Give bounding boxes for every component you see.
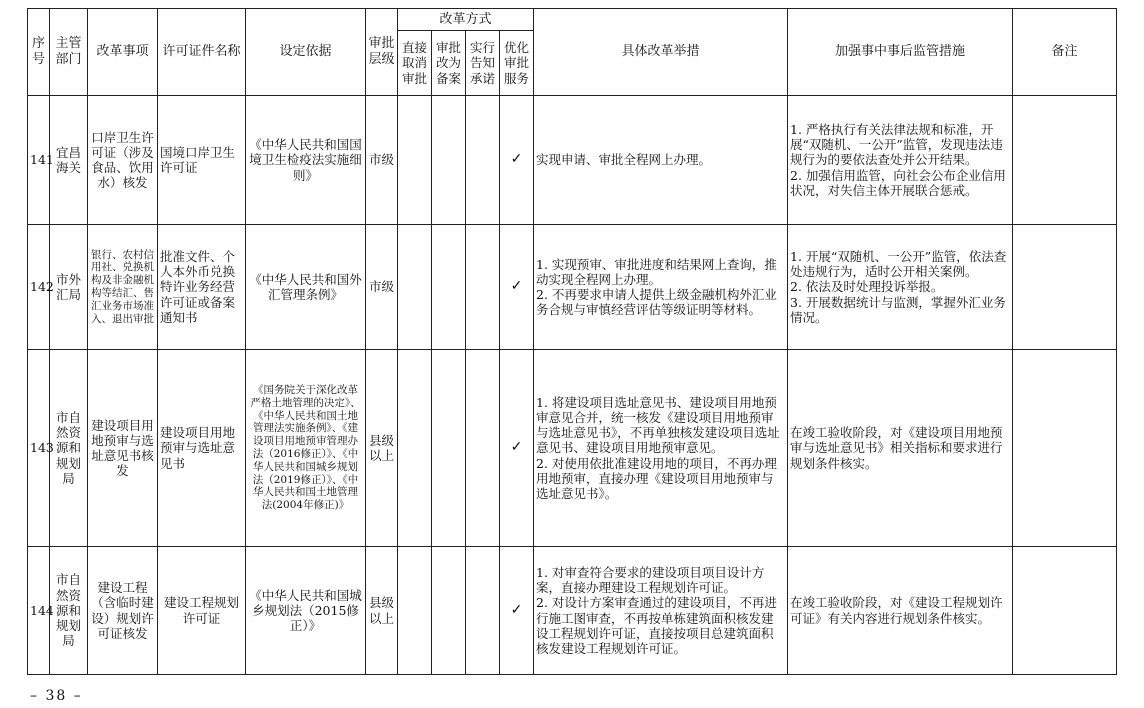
row-seq: 142	[28, 225, 50, 350]
reform-table	[27, 8, 1117, 675]
row-basis: 《中华人民共和国外汇管理条例》	[246, 225, 366, 350]
row-license: 国境口岸卫生许可证	[158, 96, 246, 225]
table-row	[28, 547, 1117, 675]
header-basis: 设定依据	[246, 9, 366, 96]
table-row	[28, 96, 1117, 225]
row-reform-commitment	[466, 225, 500, 350]
row-reform-cancel	[398, 547, 432, 675]
row-reform-commitment	[466, 96, 500, 225]
header-reform-commitment: 实行告知承诺	[466, 31, 500, 96]
row-reform-filing	[432, 225, 466, 350]
header-measures: 具体改革举措	[534, 9, 788, 96]
row-seq: 144	[28, 547, 50, 675]
page-number: – 38 –	[30, 688, 83, 704]
header-license: 许可证件名称	[158, 9, 246, 96]
row-dept: 市自然资源和规划局	[50, 350, 88, 547]
checkmark-icon: ✓	[500, 225, 534, 350]
row-supervision: 在竣工验收阶段，对《建设项目用地预审与选址意见书》相关指标和要求进行规划条件核实。	[788, 350, 1013, 547]
header-reform-filing: 审批改为备案	[432, 31, 466, 96]
row-supervision: 1. 开展“双随机、一公开”监管，依法查处违规行为，适时公开相关案例。 2. 依法及时处理投诉举报。 3. 开展数据统计与监测，掌握外汇业务情况。	[788, 225, 1013, 350]
row-remark	[1013, 225, 1117, 350]
row-reform-commitment	[466, 547, 500, 675]
row-measures: 1. 将建设项目选址意见书、建设项目用地预审意见合并，统一核发《建设项目用地预审与选址意见书》，不再单独核发建设项目选址意见书、建设项目用地预审意见。 2. 对使用依批准建设用地的项目，不再办理用地预审，直接办理《建设项目用地预审与选址意见书》。	[534, 350, 788, 547]
row-license: 建设项目用地预审与选址意见书	[158, 350, 246, 547]
row-remark	[1013, 350, 1117, 547]
row-reform-commitment	[466, 350, 500, 547]
header-item: 改革事项	[88, 9, 158, 96]
row-reform-filing	[432, 350, 466, 547]
row-seq: 143	[28, 350, 50, 547]
row-basis: 《中华人民共和国国境卫生检疫法实施细则》	[246, 96, 366, 225]
row-dept: 市外汇局	[50, 225, 88, 350]
row-measures: 实现申请、审批全程网上办理。	[534, 96, 788, 225]
header-supervision: 加强事中事后监管措施	[788, 9, 1013, 96]
header-remark: 备注	[1013, 9, 1117, 96]
checkmark-icon: ✓	[500, 96, 534, 225]
row-reform-cancel	[398, 350, 432, 547]
row-item: 银行、农村信用社、兑换机构及非金融机构等结汇、售汇业务市场准入、退出审批	[88, 225, 158, 350]
row-level: 县级以上	[366, 350, 398, 547]
row-item: 口岸卫生许可证（涉及食品、饮用水）核发	[88, 96, 158, 225]
row-level: 县级以上	[366, 547, 398, 675]
row-license: 建设工程规划许可证	[158, 547, 246, 675]
row-item: 建设工程（含临时建设）规划许可证核发	[88, 547, 158, 675]
row-item: 建设项目用地预审与选址意见书核发	[88, 350, 158, 547]
row-level: 市级	[366, 96, 398, 225]
row-measures: 1. 实现预审、审批进度和结果网上查询，推动实现全程网上办理。 2. 不再要求申请人提供上级金融机构外汇业务合规与审慎经营评估等级证明等材料。	[534, 225, 788, 350]
row-supervision: 1. 严格执行有关法律法规和标准，开展“双随机、一公开”监管，发现违法违规行为的要依法查处并公开结果。 2. 加强信用监管，向社会公布企业信用状况，对失信主体开展联合惩戒。	[788, 96, 1013, 225]
row-basis: 《中华人民共和国城乡规划法（2015修正）》	[246, 547, 366, 675]
header-reform-cancel: 直接取消审批	[398, 31, 432, 96]
header-reform: 改革方式	[398, 9, 534, 31]
checkmark-icon: ✓	[500, 547, 534, 675]
row-reform-filing	[432, 547, 466, 675]
row-level: 市级	[366, 225, 398, 350]
row-seq: 141	[28, 96, 50, 225]
header-level: 审批层级	[366, 9, 398, 96]
row-measures: 1. 对审查符合要求的建设项目项目设计方案，直接办理建设工程规划许可证。 2. 对设计方案审查通过的建设项目，不再进行施工图审查，不再按单栋建筑面积核发建设工程规划许可证，直接按项目总建筑面积核发建设工程规划许可证。	[534, 547, 788, 675]
row-license: 批准文件、个人本外币兑换特许业务经营许可证或备案通知书	[158, 225, 246, 350]
row-remark	[1013, 547, 1117, 675]
header-reform-optimize: 优化审批服务	[500, 31, 534, 96]
header-seq: 序号	[28, 9, 50, 96]
row-remark	[1013, 96, 1117, 225]
header-dept: 主管部门	[50, 9, 88, 96]
table-row	[28, 225, 1117, 350]
row-basis: 《国务院关于深化改革严格土地管理的决定》、《中华人民共和国土地管理法实施条例》、《建设项目用地预审管理办法（2016修正）》、《中华人民共和国城乡规划法（2019修正）》、《中华人民共和国土地管理法(2004年修正)》	[246, 350, 366, 547]
table-row	[28, 350, 1117, 547]
header-row-1	[28, 9, 1117, 31]
row-dept: 市自然资源和规划局	[50, 547, 88, 675]
row-reform-filing	[432, 96, 466, 225]
row-reform-cancel	[398, 96, 432, 225]
checkmark-icon: ✓	[500, 350, 534, 547]
row-reform-cancel	[398, 225, 432, 350]
row-supervision: 在竣工验收阶段，对《建设工程规划许可证》有关内容进行规划条件核实。	[788, 547, 1013, 675]
row-dept: 宜昌海关	[50, 96, 88, 225]
